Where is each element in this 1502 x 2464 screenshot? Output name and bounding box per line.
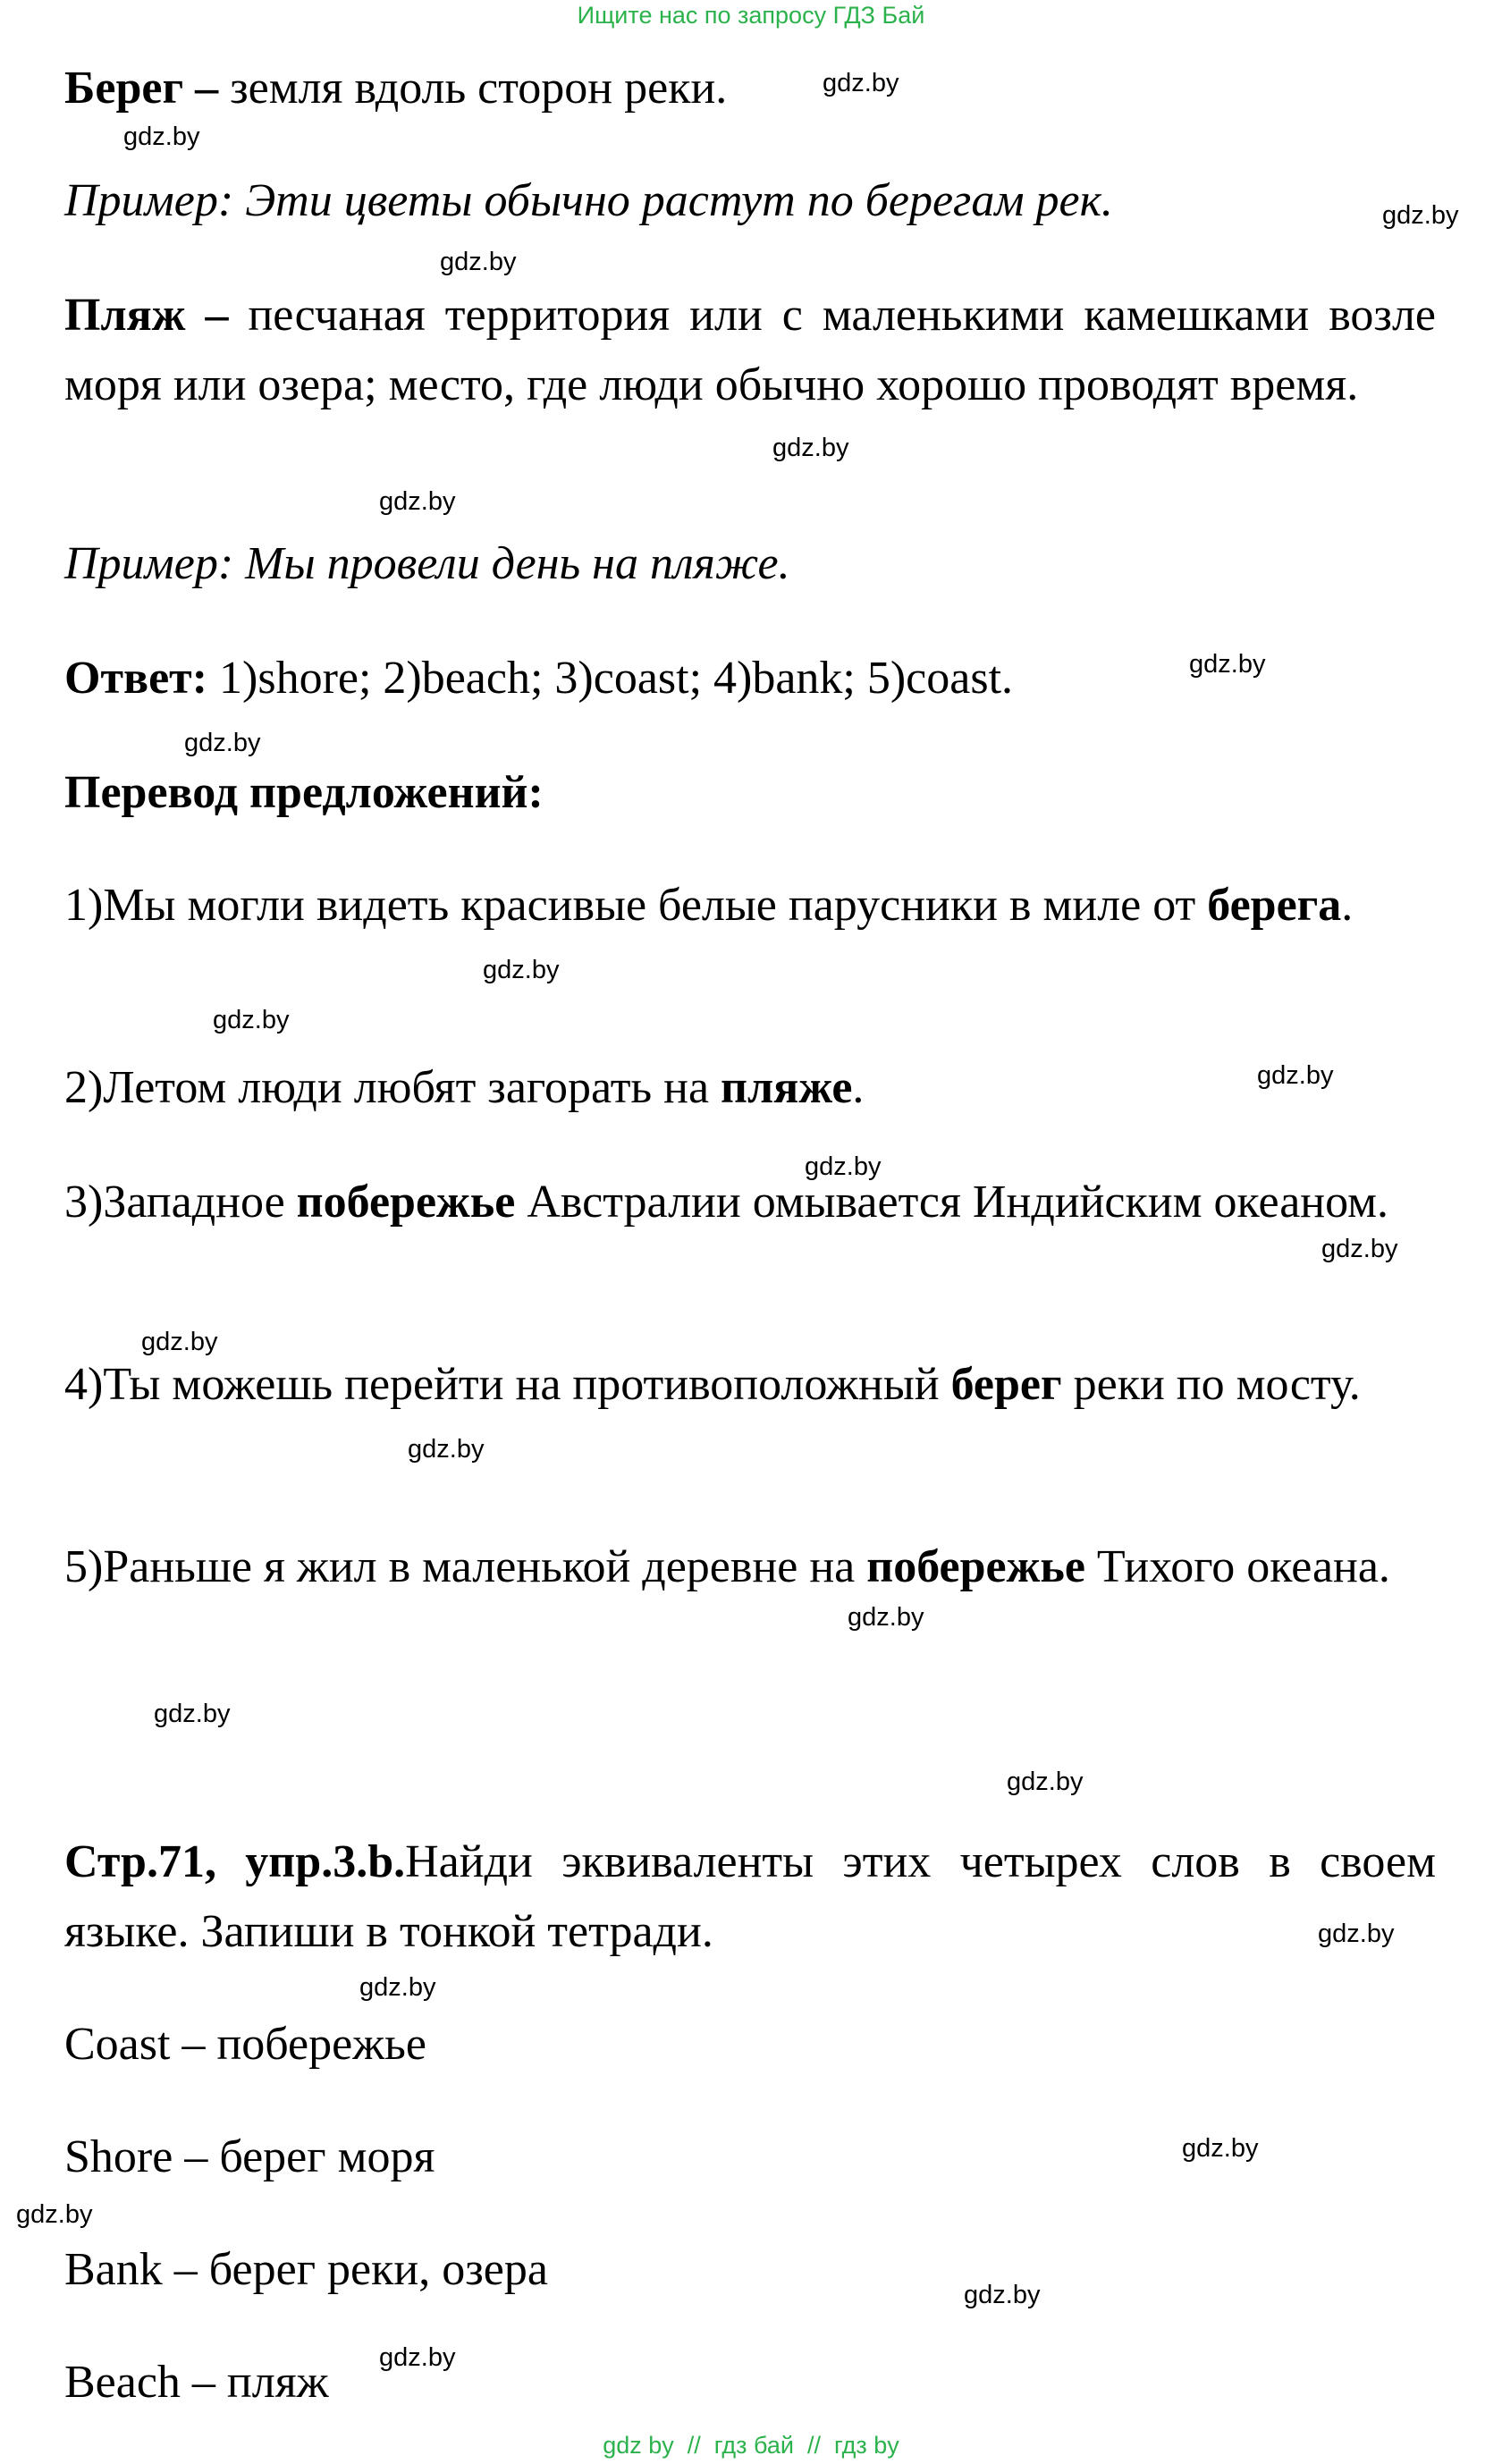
- watermark: gdz.by: [16, 2200, 93, 2229]
- watermark: gdz.by: [408, 1435, 485, 1464]
- watermark: gdz.by: [440, 248, 517, 276]
- equivalent-coast: Coast – побережье: [64, 2019, 426, 2070]
- watermark: gdz.by: [1182, 2134, 1259, 2163]
- translation-sentence-5: 5)Раньше я жил в маленькой деревне на побережье Тихого океана.: [64, 1541, 1390, 1592]
- definition-bereg-text: земля вдоль сторон реки.: [218, 63, 728, 114]
- example-bereg: Пример: Эти цветы обычно растут по берегам рек.: [64, 175, 1113, 226]
- keyword: побережье: [866, 1541, 1085, 1592]
- keyword: берега: [1207, 880, 1342, 931]
- translation-sentence-1: 1)Мы могли видеть красивые белые парусники в миле от берега.: [64, 880, 1354, 931]
- watermark: gdz.by: [1189, 650, 1266, 679]
- watermark: gdz.by: [823, 69, 899, 97]
- equivalent-bank: Bank – берег реки, озера: [64, 2244, 548, 2295]
- watermark: gdz.by: [1321, 1235, 1398, 1263]
- watermark: gdz.by: [1382, 201, 1459, 230]
- translation-heading: Перевод предложений:: [64, 767, 544, 818]
- equivalent-beach: Beach – пляж: [64, 2357, 329, 2408]
- watermark: gdz.by: [1257, 1061, 1334, 1090]
- exercise-prompt: [64, 1827, 1436, 1967]
- example-plyazh: Пример: Мы провели день на пляже.: [64, 538, 790, 589]
- watermark: gdz.by: [1318, 1920, 1395, 1948]
- exercise-text: Найди эквиваленты этих четырех слов в своем языке. Запиши в тонкой тетради.: [64, 1836, 1436, 1957]
- watermark: gdz.by: [379, 487, 456, 516]
- translation-sentence-3: 3)Западное побережье Австралии омывается Индийским океаном.: [64, 1177, 1389, 1228]
- keyword: берег: [950, 1359, 1062, 1410]
- equivalent-shore: Shore – берег моря: [64, 2131, 435, 2182]
- watermark: gdz.by: [772, 434, 849, 462]
- term-bereg: Берег –: [64, 63, 219, 114]
- watermark: gdz.by: [141, 1328, 218, 1356]
- translation-sentence-4: 4)Ты можешь перейти на противоположный берег реки по мосту.: [64, 1359, 1361, 1410]
- watermark: gdz.by: [359, 1973, 436, 2002]
- definition-plyazh-text: песчаная территория или с маленькими камешками возле моря или озера; место, где люди обычно хорошо проводят время.: [64, 290, 1436, 410]
- watermark: gdz.by: [184, 729, 261, 757]
- watermark: gdz.by: [848, 1603, 924, 1632]
- exercise-label: Стр.71, упр.3.b.: [64, 1836, 406, 1887]
- definition-plyazh: [64, 281, 1436, 420]
- watermark: gdz.by: [213, 1006, 290, 1034]
- watermark: gdz.by: [379, 2343, 456, 2372]
- top-search-banner[interactable]: Ищите нас по запросу ГДЗ Бай: [577, 2, 925, 29]
- watermark: gdz.by: [964, 2281, 1041, 2309]
- bottom-link-banner[interactable]: gdz by // гдз бай // гдз by: [603, 2432, 899, 2459]
- watermark: gdz.by: [1007, 1768, 1084, 1796]
- watermark: gdz.by: [123, 122, 200, 151]
- watermark: gdz.by: [805, 1152, 882, 1181]
- definition-bereg: [64, 54, 1436, 123]
- watermark: gdz.by: [483, 956, 560, 984]
- answer-label: Ответ:: [64, 653, 208, 704]
- translation-sentence-2: 2)Летом люди любят загорать на пляже.: [64, 1062, 865, 1113]
- term-plyazh: Пляж –: [64, 290, 229, 341]
- answer-text: 1)shore; 2)beach; 3)coast; 4)bank; 5)coast.: [207, 653, 1014, 704]
- watermark: gdz.by: [154, 1700, 231, 1728]
- keyword: пляже: [721, 1062, 853, 1113]
- keyword: побережье: [296, 1177, 516, 1228]
